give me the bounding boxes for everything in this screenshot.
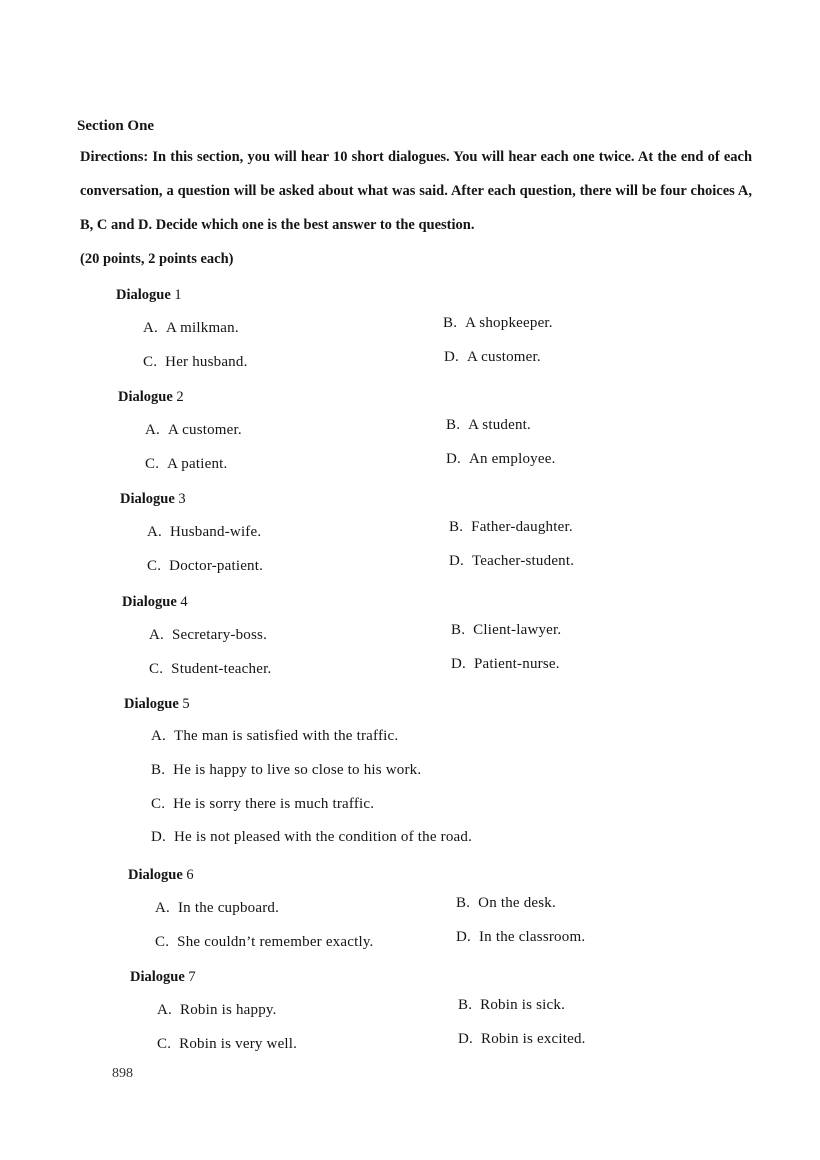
dialogue-number: 3 — [178, 491, 186, 507]
option-b — [151, 762, 421, 779]
option-letter: D. — [456, 929, 471, 945]
option-letter: C. — [145, 456, 160, 472]
option-letter: D. — [151, 829, 166, 845]
option-text: Student-teacher. — [171, 661, 272, 677]
option-text: He is not pleased with the condition of the road. — [173, 829, 473, 845]
option-text: A milkman. — [165, 320, 239, 336]
points-note: (20 points, 2 points each) — [80, 251, 234, 267]
option-b — [451, 622, 561, 639]
option-a — [149, 627, 267, 644]
dialogue-title — [130, 969, 196, 986]
option-letter: A. — [147, 524, 162, 540]
dialogue-number: 6 — [186, 867, 194, 883]
option-letter: D. — [449, 553, 464, 569]
option-c — [143, 354, 248, 371]
option-text: Robin is sick. — [480, 997, 566, 1013]
section-title: Section One — [77, 118, 155, 134]
directions — [80, 140, 752, 276]
page-number: 898 — [112, 1066, 133, 1081]
dialogue-label: Dialogue — [128, 867, 183, 883]
option-letter: C. — [157, 1036, 172, 1052]
dialogue-title — [124, 696, 190, 713]
option-text: A student. — [468, 417, 531, 433]
option-letter: D. — [451, 656, 466, 672]
directions-label: Directions: — [80, 149, 149, 165]
option-a — [145, 422, 242, 439]
option-text: On the desk. — [478, 895, 556, 911]
option-c — [147, 558, 263, 575]
option-d — [451, 656, 560, 673]
option-letter: D. — [446, 451, 461, 467]
dialogue-title — [116, 287, 182, 304]
option-text: An employee. — [468, 451, 556, 467]
dialogue-title — [128, 867, 194, 884]
option-letter: B. — [446, 417, 461, 433]
option-c — [149, 661, 271, 678]
option-c — [151, 796, 374, 813]
option-text: A customer. — [167, 422, 242, 438]
option-letter: B. — [451, 622, 466, 638]
option-a — [151, 728, 398, 745]
option-letter: C. — [143, 354, 158, 370]
option-text: He is sorry there is much traffic. — [173, 796, 375, 812]
option-b — [458, 997, 565, 1014]
option-text: Robin is happy. — [179, 1002, 277, 1018]
option-d — [446, 451, 556, 468]
option-letter: A. — [151, 728, 166, 744]
option-letter: A. — [145, 422, 160, 438]
option-text: Father-daughter. — [471, 519, 573, 535]
option-text: Client-lawyer. — [473, 622, 562, 638]
option-text: Secretary-boss. — [171, 627, 268, 643]
dialogue-label: Dialogue — [124, 696, 179, 712]
option-c — [155, 934, 374, 951]
option-d — [444, 349, 541, 366]
option-text: She couldn’t remember exactly. — [177, 934, 374, 950]
option-text: In the cupboard. — [177, 900, 280, 916]
dialogue-number: 7 — [188, 969, 196, 985]
option-text: A patient. — [167, 456, 228, 472]
option-text: A customer. — [466, 349, 541, 365]
option-c — [157, 1036, 297, 1053]
dialogue-number: 5 — [182, 696, 190, 712]
dialogue-label: Dialogue — [118, 389, 173, 405]
option-a — [155, 900, 279, 917]
option-text: The man is satisfied with the traffic. — [173, 728, 399, 744]
option-d — [458, 1031, 586, 1048]
option-text: In the classroom. — [478, 929, 586, 945]
option-letter: B. — [449, 519, 464, 535]
option-text: Robin is very well. — [179, 1036, 298, 1052]
dialogue-title — [122, 594, 188, 611]
option-text: Husband-wife. — [169, 524, 262, 540]
option-text: Doctor-patient. — [169, 558, 264, 574]
directions-text: In this section, you will hear 10 short dialogues. You will hear each one twice. At the end of each conversation, a question will be asked about what was said. After each question, there will be four choices A, B, C and D. Decide which one is the best answer to the question. — [80, 149, 753, 233]
dialogue-label: Dialogue — [120, 491, 175, 507]
dialogue-number: 4 — [180, 594, 188, 610]
option-c — [145, 456, 227, 473]
option-letter: C. — [151, 796, 166, 812]
option-letter: C. — [149, 661, 164, 677]
dialogue-label: Dialogue — [130, 969, 185, 985]
option-text: Patient-nurse. — [473, 656, 560, 672]
option-text: A shopkeeper. — [465, 315, 553, 331]
option-text: Her husband. — [165, 354, 248, 370]
dialogue-number: 1 — [174, 287, 182, 303]
option-b — [456, 895, 556, 912]
option-text: Teacher-student. — [471, 553, 575, 569]
option-a — [147, 524, 261, 541]
option-letter: B. — [456, 895, 471, 911]
option-a — [157, 1002, 277, 1019]
option-letter: B. — [443, 315, 458, 331]
option-letter: A. — [143, 320, 158, 336]
option-d — [151, 829, 472, 846]
option-letter: D. — [444, 349, 459, 365]
dialogue-number: 2 — [176, 389, 184, 405]
option-b — [443, 315, 553, 332]
option-letter: C. — [147, 558, 162, 574]
dialogue-label: Dialogue — [122, 594, 177, 610]
option-letter: B. — [458, 997, 473, 1013]
dialogue-label: Dialogue — [116, 287, 171, 303]
dialogue-title — [118, 389, 184, 406]
option-letter: A. — [149, 627, 164, 643]
option-b — [449, 519, 573, 536]
option-letter: A. — [155, 900, 170, 916]
option-d — [449, 553, 574, 570]
option-letter: A. — [157, 1002, 172, 1018]
option-letter: C. — [155, 934, 170, 950]
option-text: He is happy to live so close to his work. — [173, 762, 422, 778]
dialogue-title — [120, 491, 186, 508]
option-b — [446, 417, 531, 434]
option-text: Robin is excited. — [480, 1031, 586, 1047]
option-a — [143, 320, 239, 337]
option-letter: B. — [151, 762, 166, 778]
option-d — [456, 929, 585, 946]
option-letter: D. — [458, 1031, 473, 1047]
